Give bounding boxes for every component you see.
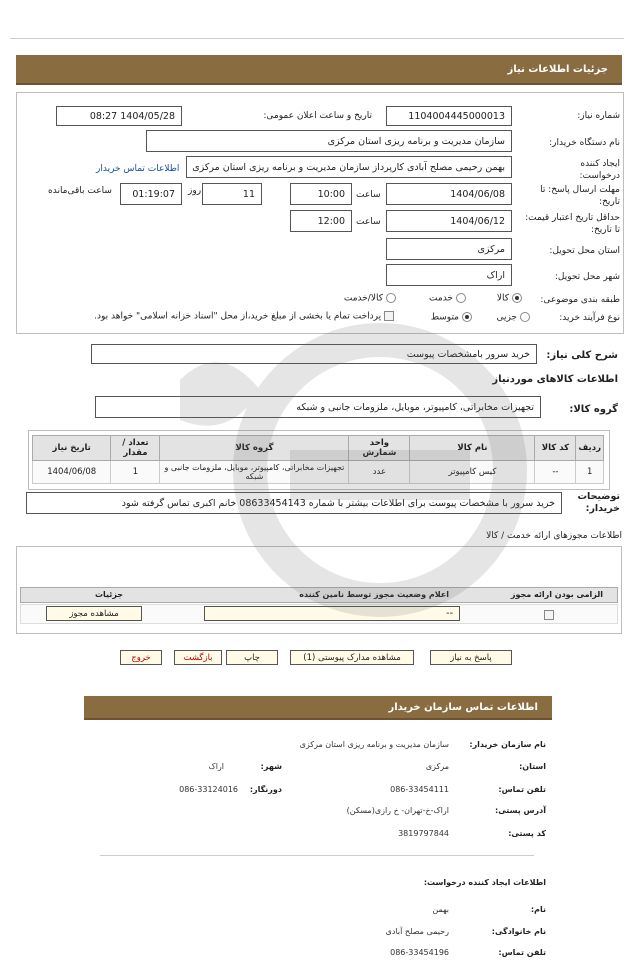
cell-date: 1404/06/08 xyxy=(33,461,111,484)
remaining-label: ساعت باقی‌مانده xyxy=(48,186,112,196)
cat-service-radio[interactable] xyxy=(456,293,466,303)
contact-phone-label: تلفن تماس: xyxy=(498,785,546,794)
permits-title: اطلاعات مجوزهای ارائه خدمت / کالا xyxy=(486,531,622,541)
need-number-field[interactable]: 1104004445000013 xyxy=(386,106,512,126)
permit-required-checkbox[interactable] xyxy=(544,610,554,620)
creator-family-label: نام خانوادگی: xyxy=(491,927,546,936)
cell-code: -- xyxy=(535,461,576,484)
contact-city-label: شهر: xyxy=(260,762,282,771)
cell-row: 1 xyxy=(576,461,604,484)
buyer-contact-link[interactable]: اطلاعات تماس خریدار xyxy=(96,164,180,174)
items-title: اطلاعات کالاهای موردنیاز xyxy=(492,374,618,385)
validity-date-field[interactable]: 1404/06/12 xyxy=(386,210,512,232)
validity-hour-label: ساعت xyxy=(356,217,381,227)
items-table xyxy=(32,435,604,484)
cat-service-option[interactable]: خدمت xyxy=(429,293,466,304)
province-field[interactable]: مرکزی xyxy=(386,238,512,260)
contact-address-label: آدرس پستی: xyxy=(495,806,546,815)
need-number-label: شماره نیاز: xyxy=(577,111,620,121)
days-label: روز xyxy=(188,186,202,196)
print-button[interactable]: چاپ xyxy=(226,650,278,665)
remaining-time-field[interactable]: 01:19:07 xyxy=(120,183,182,205)
goods-group-field[interactable]: تجهیزات مخابراتی، کامپیوتر، موبایل، ملزومات جانبی و شبکه xyxy=(95,396,541,418)
permits-header-row xyxy=(20,587,618,603)
top-divider xyxy=(10,38,624,39)
reply-deadline-label: مهلت ارسال پاسخ: تا تاریخ: xyxy=(540,185,620,207)
creator-phone-label: تلفن تماس: xyxy=(498,948,546,957)
col-row: ردیف xyxy=(576,436,604,461)
category-label: طبقه بندی موضوعی: xyxy=(540,295,620,305)
col-code: کد کالا xyxy=(535,436,576,461)
contact-city-value: اراک xyxy=(208,762,224,771)
exit-button[interactable]: خروج xyxy=(120,650,162,665)
reply-hour-label: ساعت xyxy=(356,190,381,200)
items-table-header-row xyxy=(33,436,604,461)
cell-unit: عدد xyxy=(349,461,410,484)
permits-col-details: جزئیات xyxy=(95,590,124,599)
contact-title: اطلاعات تماس سازمان خریدار xyxy=(388,701,538,713)
creator-field[interactable]: بهمن رحیمی مصلح آبادی کارپرداز سازمان مدیریت و برنامه ریزی استان مرکزی xyxy=(186,156,512,178)
notes-field[interactable]: خرید سرور با مشخصات پیوست برای اطلاعات بیشتر با شماره 08633454143 خانم اکبری تماس گرفته شود xyxy=(26,492,562,514)
contact-province-value: مرکزی xyxy=(425,762,449,771)
cat-goods-option[interactable]: کالا xyxy=(497,293,522,304)
reply-button[interactable]: پاسخ به نیاز xyxy=(430,650,512,665)
contact-divider xyxy=(100,855,534,856)
col-group: گروه کالا xyxy=(160,436,349,461)
permits-col-status: اعلام وضعیت مجوز توسط نامین کننده xyxy=(299,590,449,599)
cell-group: تجهیزات مخابراتی، کامپیوتر، موبایل، ملزومات جانبی و شبکه xyxy=(160,461,349,484)
summary-label: شرح کلی نیاز: xyxy=(546,350,618,361)
announce-label: تاریخ و ساعت اعلان عمومی: xyxy=(263,111,372,121)
buyer-org-field[interactable]: سازمان مدیریت و برنامه ریزی استان مرکزی xyxy=(146,130,512,152)
proc-medium-option[interactable]: متوسط xyxy=(431,312,472,323)
contact-province-label: استان: xyxy=(519,762,546,771)
cell-name: کیس کامپیوتر xyxy=(410,461,535,484)
cell-qty: 1 xyxy=(111,461,160,484)
proc-partial-option[interactable]: جزیی xyxy=(496,312,530,323)
creator-phone-value: 086-33454196 xyxy=(390,948,449,957)
contact-header-bar xyxy=(84,696,552,720)
col-unit: واحد شمارش xyxy=(349,436,410,461)
proc-partial-radio[interactable] xyxy=(520,312,530,322)
cat-goods-radio[interactable] xyxy=(512,293,522,303)
treasury-checkbox[interactable] xyxy=(384,311,394,321)
contact-fax-value: 086-33124016 xyxy=(179,785,238,794)
contact-phone-value: 086-33454111 xyxy=(390,785,449,794)
table-row[interactable] xyxy=(33,461,604,484)
contact-postal-label: کد پستی: xyxy=(508,829,546,838)
validity-label: حداقل تاریخ اعتبار قیمت: تا تاریخ: xyxy=(525,213,620,235)
permits-col-required: الزامی بودن ارائه مجوز xyxy=(510,590,603,599)
goods-group-label: گروه کالا: xyxy=(569,404,618,415)
process-label: نوع فرآیند خرید: xyxy=(559,313,620,323)
proc-medium-radio[interactable] xyxy=(462,312,472,322)
view-permit-button[interactable]: مشاهده مجوز xyxy=(46,606,142,621)
creator-family-value: رحیمی مصلح آبادی xyxy=(385,927,449,936)
reply-date-field[interactable]: 1404/06/08 xyxy=(386,183,512,205)
summary-field[interactable]: خرید سرور بامشخصات پیوست xyxy=(91,344,537,364)
cat-both-radio[interactable] xyxy=(386,293,396,303)
contact-address-value: اراک-خ-تهران- خ رازی(مسکن) xyxy=(346,806,449,815)
view-attachments-button[interactable]: مشاهده مدارک پیوستی (1) xyxy=(290,650,414,665)
days-field[interactable]: 11 xyxy=(202,183,262,205)
cat-both-option[interactable]: کالا/خدمت xyxy=(344,293,396,304)
city-field[interactable]: اراک xyxy=(386,264,512,286)
col-name: نام کالا xyxy=(410,436,535,461)
creator-info-title: اطلاعات ایجاد کننده درخواست: xyxy=(423,878,546,887)
contact-org-value: سازمان مدیریت و برنامه ریزی استان مرکزی xyxy=(299,740,449,749)
reply-time-field[interactable]: 10:00 xyxy=(290,183,352,205)
col-date: تاریخ نیاز xyxy=(33,436,111,461)
col-qty: تعداد / مقدار xyxy=(111,436,160,461)
page-title: جزئیات اطلاعات نیاز xyxy=(507,63,608,75)
contact-org-label: نام سازمان خریدار: xyxy=(469,740,546,749)
page-header-bar xyxy=(16,55,622,85)
validity-time-field[interactable]: 12:00 xyxy=(290,210,352,232)
creator-label: ایجاد کننده درخواست: xyxy=(579,159,620,181)
city-label: شهر محل تحویل: xyxy=(554,272,620,282)
province-label: استان محل تحویل: xyxy=(549,246,620,256)
treasury-payment-option[interactable]: پرداخت تمام یا بخشی از مبلغ خرید،از محل "اسناد خزانه اسلامی" خواهد بود. xyxy=(94,311,394,322)
contact-fax-label: دورنگار: xyxy=(249,785,282,794)
announce-field[interactable]: 1404/05/28 08:27 xyxy=(56,106,182,126)
back-button[interactable]: بازگشت xyxy=(174,650,222,665)
permit-status-field[interactable]: -- xyxy=(204,606,460,621)
contact-postal-value: 3819797844 xyxy=(398,829,449,838)
buyer-org-label: نام دستگاه خریدار: xyxy=(549,138,620,148)
notes-label: توضیحات خریدار: xyxy=(577,491,620,514)
creator-name-value: بهمن xyxy=(432,905,449,914)
creator-name-label: نام: xyxy=(530,905,546,914)
